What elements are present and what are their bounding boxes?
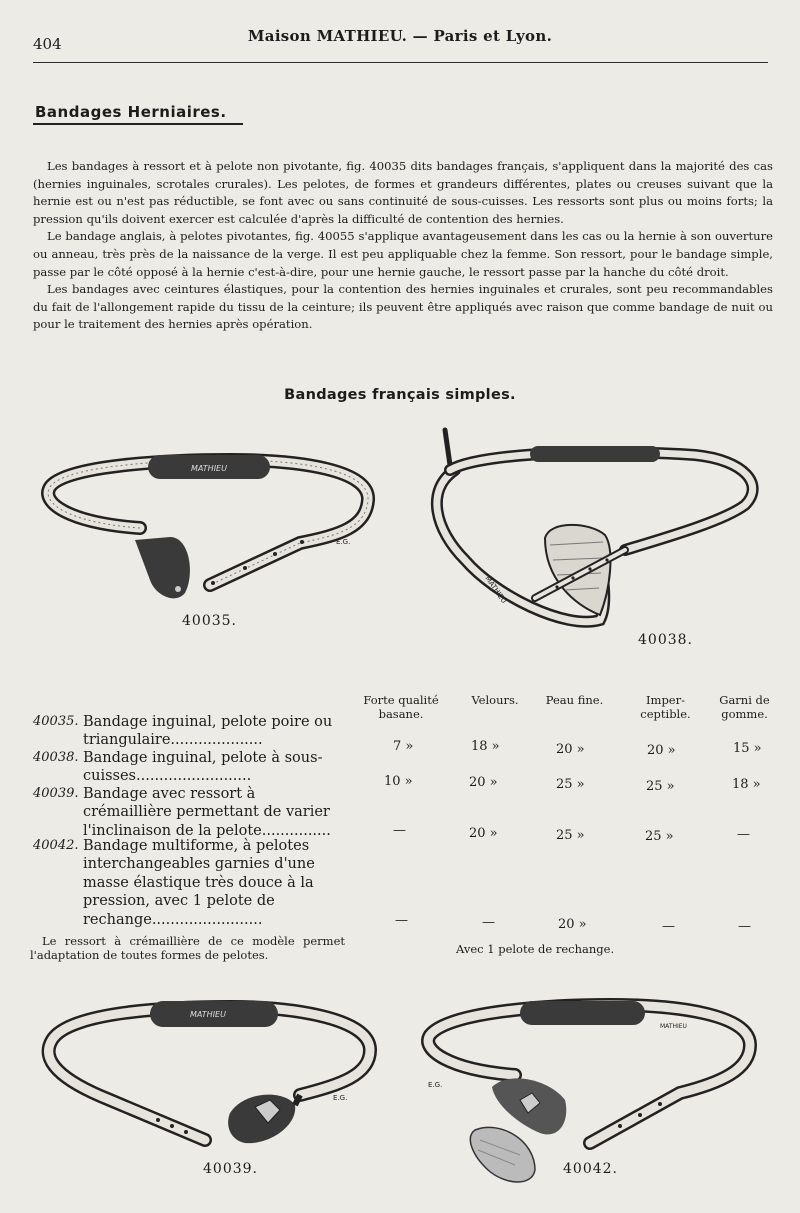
figure-40039-engraved-label: MATHIEU bbox=[190, 1010, 226, 1019]
item-ref: 40038. bbox=[33, 750, 79, 765]
price-40038-imperceptible: 25 » bbox=[646, 779, 675, 794]
price-40038-gomme: 18 » bbox=[732, 777, 761, 792]
running-head: Maison MATHIEU. — Paris et Lyon. bbox=[247, 27, 553, 45]
page-number: 404 bbox=[33, 35, 62, 53]
figure-40042-engraved-label: MATHIEU bbox=[660, 1023, 687, 1030]
figure-40042-signature: E.G. bbox=[428, 1081, 443, 1089]
item-description: Bandage multiforme, à pelotes interchangeables garnies d'une masse élastique très douce à la pression, avec 1 pelote de rechange........................ bbox=[83, 838, 315, 928]
price-40039-velours: 20 » bbox=[469, 826, 498, 841]
header-rule bbox=[33, 62, 768, 63]
intro-text bbox=[33, 158, 773, 334]
price-40042-imperceptible: — bbox=[662, 919, 675, 934]
intro-paragraph-2: Le bandage anglais, à pelotes pivotantes, fig. 40055 s'applique avantageusement dans les cas ou la hernie à son ouverture ou anneau, très près de la naissance de la verge. Il est peu appliquable chez la femme. Son ressort, pour le bandage simple, passe par le côté opposé à la hernie c'est-à-dire, pour une hernie gauche, le ressort passe par la hanche du côté droit. bbox=[33, 229, 773, 279]
item-description: Bandage avec ressort à crémaillière permettant de varier l'inclinaison de la pelote............... bbox=[83, 786, 331, 839]
price-40035-imperceptible: 20 » bbox=[647, 743, 676, 758]
figure-40035-engraved-label: MATHIEU bbox=[191, 464, 227, 473]
column-header-garni-de-gomme: Garni de gomme. bbox=[719, 693, 770, 721]
price-40039-gomme: — bbox=[737, 827, 750, 842]
item-40038 bbox=[33, 749, 343, 786]
figure-40038-engraved-label: MATHIEU bbox=[483, 574, 508, 605]
section-title-underline bbox=[33, 123, 243, 125]
column-header-peau-fine: Peau fine. bbox=[545, 693, 604, 707]
price-40042-basane: — bbox=[395, 913, 408, 928]
price-40038-velours: 20 » bbox=[469, 775, 498, 790]
price-40035-velours: 18 » bbox=[471, 739, 500, 754]
item-ref: 40042. bbox=[33, 838, 79, 853]
column-header-velours: Velours. bbox=[471, 693, 519, 707]
figure-40035-illustration bbox=[40, 445, 380, 610]
item-ref: 40039. bbox=[33, 786, 79, 801]
column-header-basane: Forte qualité basane. bbox=[363, 693, 439, 721]
price-40042-velours: — bbox=[482, 915, 495, 930]
item-40035 bbox=[33, 713, 343, 750]
intro-paragraph-3: Les bandages avec ceintures élastiques, pour la contention des hernies inguinales et crurales, sont peu recommandables du fait de l'allongement rapide du tissu de la ceinture; ils peuvent être appliqués avec raison que comme bandage de nuit ou pour le traitement des hernies après opération. bbox=[33, 282, 773, 332]
price-40039-peau-fine: 25 » bbox=[556, 828, 585, 843]
item-40042 bbox=[33, 837, 343, 929]
footnote-cremaillere: Le ressort à crémaillière de ce modèle permet l'adaptation de toutes formes de pelotes. bbox=[30, 934, 345, 962]
item-description: Bandage inguinal, pelote à sous-cuisses......................... bbox=[83, 750, 323, 785]
section-title: Bandages Herniaires. bbox=[35, 103, 227, 121]
figure-40038-illustration bbox=[425, 410, 765, 640]
price-40035-basane: 7 » bbox=[393, 739, 414, 754]
price-40038-basane: 10 » bbox=[384, 774, 413, 789]
subtitle: Bandages français simples. bbox=[284, 387, 516, 403]
figure-40039-illustration bbox=[40, 995, 380, 1160]
note-pelote-de-rechange: Avec 1 pelote de rechange. bbox=[456, 942, 615, 956]
figure-40039-signature: E.G. bbox=[333, 1094, 348, 1102]
price-40039-basane: — bbox=[393, 823, 406, 838]
figure-40038-caption: 40038. bbox=[638, 632, 693, 648]
price-40035-peau-fine: 20 » bbox=[556, 742, 585, 757]
figure-40042-caption: 40042. bbox=[563, 1161, 618, 1177]
price-40038-peau-fine: 25 » bbox=[556, 777, 585, 792]
figure-40035-signature: E.G. bbox=[336, 538, 351, 546]
column-header-imperceptible: Imper-ceptible. bbox=[640, 693, 691, 721]
intro-paragraph-1: Les bandages à ressort et à pelote non pivotante, fig. 40035 dits bandages français, s'appliquent dans la majorité des cas (hernies inguinales, scrotales crurales). Les pelotes, de formes et grandeurs différentes, plates ou creuses suivant que la hernie est ou n'est pas réductible, se font avec ou sans continuité de sous-cuisses. Les ressorts sont plus ou moins forts; la pression qu'ils doivent exercer est calculée d'après la difficulté de contention des hernies. bbox=[33, 159, 773, 226]
item-description: Bandage inguinal, pelote poire ou triangulaire.................... bbox=[83, 714, 333, 749]
price-40039-imperceptible: 25 » bbox=[645, 829, 674, 844]
price-40042-peau-fine: 20 » bbox=[558, 917, 587, 932]
figure-40039-caption: 40039. bbox=[203, 1161, 258, 1177]
price-40042-gomme: — bbox=[738, 919, 751, 934]
item-ref: 40035. bbox=[33, 714, 79, 729]
price-40035-gomme: 15 » bbox=[733, 741, 762, 756]
figure-40035-caption: 40035. bbox=[182, 613, 237, 629]
item-40039 bbox=[33, 785, 343, 840]
